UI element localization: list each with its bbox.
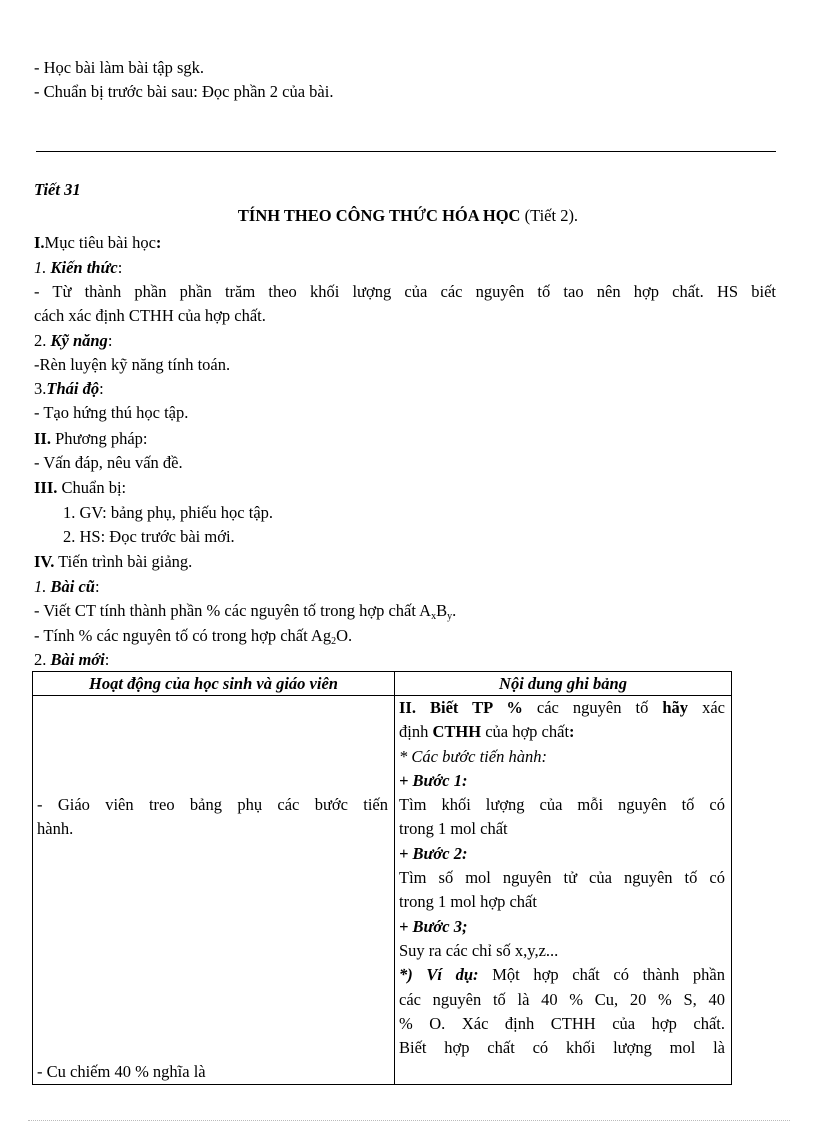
subsection-colon: : xyxy=(99,379,104,398)
lesson-number: Tiết 31 xyxy=(34,180,81,199)
question-text: - Tính % các nguyên tố có trong hợp chất Ag xyxy=(34,626,332,645)
heading-bold: II. Biết TP % xyxy=(399,698,523,717)
lesson-title-main: TÍNH THEO CÔNG THỨC HÓA HỌC xyxy=(237,206,521,225)
content-heading-cont xyxy=(399,720,725,744)
example-text: Một hợp chất có thành phần xyxy=(478,965,725,985)
section-objectives xyxy=(34,233,161,253)
subsection-colon: : xyxy=(107,331,113,350)
question-text: O. xyxy=(336,626,353,645)
section-roman: III. xyxy=(34,478,58,497)
page-bottom-border xyxy=(28,1120,790,1121)
skills-heading xyxy=(34,331,112,351)
section-label: Phương pháp: xyxy=(50,429,148,448)
subsection-label: Thái độ xyxy=(46,379,100,398)
subsection-colon: : xyxy=(94,577,100,596)
heading-bold: CTHH xyxy=(432,722,482,742)
review-question-2 xyxy=(34,626,352,652)
step-1-text: Tìm khối lượng của mỗi nguyên tố có xyxy=(399,795,725,815)
table-header-row xyxy=(33,672,732,696)
knowledge-heading xyxy=(34,258,122,278)
section-colon: : xyxy=(155,233,162,252)
subsection-num: 3. xyxy=(34,379,47,398)
prepare-line: - Chuẩn bị trước bài sau: Đọc phần 2 của bài. xyxy=(34,82,334,101)
method-text: - Vấn đáp, nêu vấn đề. xyxy=(34,453,183,472)
review-heading xyxy=(34,577,100,597)
lesson-title-part: (Tiết 2). xyxy=(520,206,579,225)
heading-text: các nguyên tố xyxy=(522,698,663,717)
example-line: các nguyên tố là 40 % Cu, 20 % S, 40 xyxy=(399,989,725,1009)
section-preparation xyxy=(34,478,126,498)
section-roman: I. xyxy=(34,233,45,252)
header-board-content: Nội dung ghi bảng xyxy=(395,672,732,696)
activity-line: - Cu chiếm 40 % nghĩa là xyxy=(37,1061,206,1081)
attitude-text: - Tạo hứng thú học tập. xyxy=(34,403,189,422)
step-2-label: + Bước 2: xyxy=(399,843,468,863)
steps-title: * Các bước tiến hành: xyxy=(399,746,547,766)
content-heading xyxy=(399,696,725,720)
step-2-text-cont: trong 1 mol hợp chất xyxy=(399,892,537,912)
knowledge-text-cont: cách xác định CTHH của hợp chất. xyxy=(34,306,266,325)
lesson-table xyxy=(32,671,732,1085)
subscript: x xyxy=(431,611,437,622)
example-line: % O. Xác định CTHH của hợp chất. xyxy=(399,1013,725,1033)
question-text: - Viết CT tính thành phần % các nguyên tố trong hợp chất A xyxy=(34,601,432,620)
step-2-text: Tìm số mol nguyên tử của nguyên tố có xyxy=(399,868,725,888)
section-roman: IV. xyxy=(34,552,55,571)
board-content-cell xyxy=(395,696,732,1085)
subsection-num: 2. xyxy=(34,650,51,669)
subscript: 2 xyxy=(331,636,337,647)
skills-text: -Rèn luyện kỹ năng tính toán. xyxy=(34,355,231,374)
activity-line: - Giáo viên treo bảng phụ các bước tiến xyxy=(37,795,388,814)
table-row xyxy=(33,696,732,1085)
activity-line: hành. xyxy=(37,819,74,839)
subsection-label: Bài cũ xyxy=(50,577,95,596)
knowledge-text: - Từ thành phần phần trăm theo khối lượng của các nguyên tố tao nên hợp chất. HS biết xyxy=(34,282,776,301)
heading-bold: hãy xyxy=(662,698,689,717)
subsection-label: Kỹ năng xyxy=(50,331,108,350)
header-activities: Hoạt động của học sinh và giáo viên xyxy=(33,672,395,696)
homework-line: - Học bài làm bài tập sgk. xyxy=(34,58,204,77)
divider xyxy=(36,151,776,152)
step-3-text: Suy ra các chỉ số x,y,z... xyxy=(399,940,559,960)
review-question-1 xyxy=(34,601,456,627)
step-1-label: + Bước 1: xyxy=(399,770,468,790)
step-1-text-cont: trong 1 mol chất xyxy=(399,819,508,839)
section-process xyxy=(34,552,192,572)
subsection-colon: : xyxy=(117,258,123,277)
subsection-colon: : xyxy=(104,650,110,669)
heading-text: xác xyxy=(688,698,725,717)
prep-student: 2. HS: Đọc trước bài mới. xyxy=(63,527,235,546)
example-line xyxy=(399,963,725,987)
question-text: . xyxy=(452,601,457,620)
heading-text: định xyxy=(399,722,433,742)
activities-cell xyxy=(33,696,395,1085)
step-3-label: + Bước 3; xyxy=(399,916,468,936)
attitude-heading xyxy=(34,379,104,399)
subsection-label: Kiến thức xyxy=(50,258,118,277)
heading-bold: : xyxy=(569,722,575,742)
heading-text: của hợp chất xyxy=(481,722,570,742)
subsection-num: 2. xyxy=(34,331,51,350)
new-lesson-heading xyxy=(34,650,109,670)
subsection-num: 1. xyxy=(34,577,51,596)
example-label: *) Ví dụ: xyxy=(399,965,479,985)
section-label: Mục tiêu bài học xyxy=(44,233,156,252)
question-text: B xyxy=(436,601,448,620)
section-label: Chuẩn bị: xyxy=(57,478,127,497)
subscript: y xyxy=(447,611,453,622)
section-roman: II. xyxy=(34,429,51,448)
section-method xyxy=(34,429,147,449)
subsection-num: 1. xyxy=(34,258,51,277)
prep-teacher: 1. GV: bảng phụ, phiếu học tập. xyxy=(63,503,274,522)
subsection-label: Bài mới xyxy=(50,650,105,669)
example-line: Biết hợp chất có khối lượng mol là xyxy=(399,1038,725,1058)
lesson-title xyxy=(0,206,816,226)
section-label: Tiến trình bài giảng. xyxy=(54,552,193,571)
